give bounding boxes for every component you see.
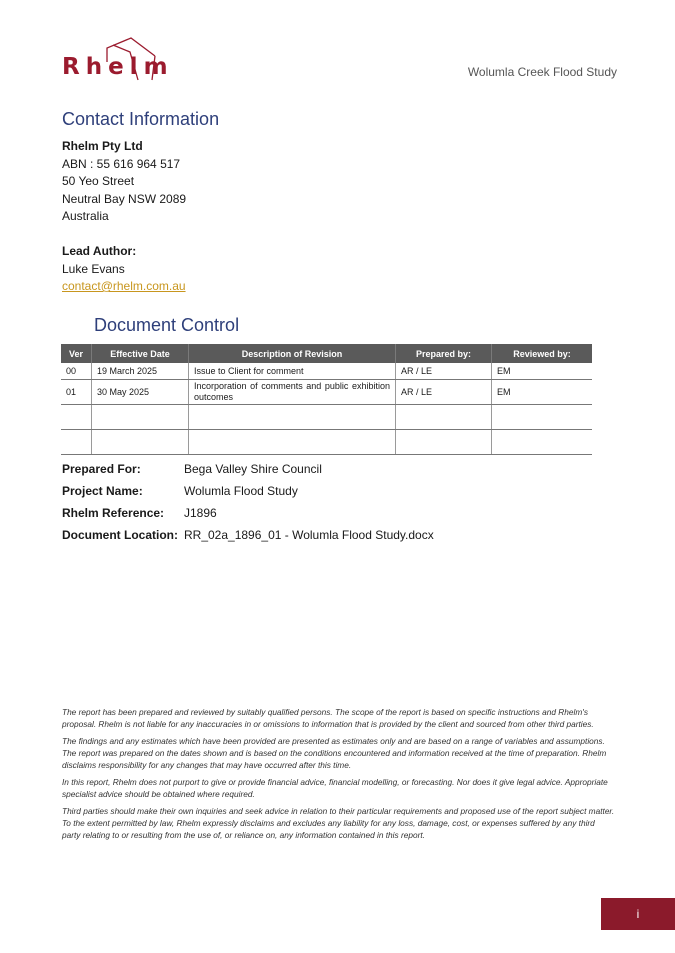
table-header-row — [61, 344, 592, 363]
column-header: Ver — [61, 344, 92, 363]
disclaimer-paragraph: Third parties should make their own inquiries and seek advice in relation to their particular requirements and proposed use of the report subject matter. To the extent permitted by law, Rhelm expressly disclaims and excludes any liability for any loss, damage, cost, or expenses suffered by any third party relating to or resulting from the use of, or reliance on, any information contained in this report. — [62, 806, 615, 840]
address-line: Neutral Bay NSW 2089 — [62, 191, 187, 206]
detail-value: RR_02a_1896_01 - Wolumla Flood Study.docx — [184, 528, 434, 542]
rhelm-logo — [60, 36, 180, 82]
address-line: 50 Yeo Street — [62, 174, 135, 189]
detail-value: J1896 — [184, 506, 217, 520]
column-header: Reviewed by: — [492, 344, 593, 363]
table-cell — [61, 405, 92, 430]
page-number-badge — [601, 898, 675, 930]
disclaimer-paragraph: The findings and any estimates which have been provided are presented as estimates only and are based on a range of variables and assumptions. The report was prepared on the dates shown and is based on the conditions encountered and information received at the time of preparation. Rhelm disclaims responsibility for any changes that may have occurred after this time. — [62, 736, 607, 770]
table-cell: EM — [492, 380, 593, 405]
detail-value: Wolumla Flood Study — [184, 484, 298, 498]
table-cell: AR / LE — [396, 380, 492, 405]
table-cell — [396, 430, 492, 455]
table-row — [61, 430, 592, 455]
table-cell — [492, 405, 593, 430]
column-header: Prepared by: — [396, 344, 492, 363]
logo-wordmark: Rhelm — [62, 54, 174, 80]
revision-table — [61, 344, 592, 455]
detail-row — [62, 484, 434, 506]
table-row — [61, 380, 592, 405]
table-cell — [396, 405, 492, 430]
table-cell: 30 May 2025 — [92, 380, 189, 405]
address-line: Australia — [62, 209, 109, 224]
detail-row — [62, 462, 434, 484]
contact-heading: Contact Information — [62, 109, 220, 129]
table-cell: 00 — [61, 363, 92, 380]
disclaimer — [62, 706, 615, 846]
report-title: Wolumla Creek Flood Study — [467, 65, 617, 79]
detail-row — [62, 506, 434, 528]
detail-label: Project Name: — [62, 484, 143, 498]
disclaimer-paragraph: In this report, Rhelm does not purport to give or provide financial advice, financial modelling, or forecasting. Nor does it give legal advice. Appropriate specialist advice should be obtained where required. — [62, 777, 608, 799]
detail-label: Prepared For: — [62, 462, 141, 476]
table-cell — [61, 430, 92, 455]
table-cell — [189, 430, 396, 455]
column-header: Description of Revision — [189, 344, 396, 363]
table-cell: Issue to Client for comment — [189, 363, 396, 380]
table-cell: Incorporation of comments and public exhibition outcomes — [189, 380, 396, 405]
abn: ABN : 55 616 964 517 — [62, 156, 181, 171]
table-cell — [92, 430, 189, 455]
table-cell: 19 March 2025 — [92, 363, 189, 380]
column-header: Effective Date — [92, 344, 189, 363]
table-cell — [92, 405, 189, 430]
detail-label: Document Location: — [62, 528, 178, 542]
disclaimer-paragraph: The report has been prepared and reviewed by suitably qualified persons. The scope of the report is based on specific instructions and Rhelm's proposal. Rhelm is not liable for any inaccuracies in or omissions to information that is provided by the client and sourced from other third parties. — [62, 707, 594, 729]
contact-block — [62, 138, 186, 296]
table-cell: 01 — [61, 380, 92, 405]
lead-author-name: Luke Evans — [62, 261, 125, 276]
detail-value: Bega Valley Shire Council — [184, 462, 322, 476]
detail-label: Rhelm Reference: — [62, 506, 165, 520]
page-number: i — [636, 907, 640, 921]
table-cell — [189, 405, 396, 430]
table-cell: AR / LE — [396, 363, 492, 380]
contact-email-link[interactable]: contact@rhelm.com.au — [62, 279, 186, 294]
table-row — [61, 405, 592, 430]
table-cell — [492, 430, 593, 455]
detail-row — [62, 528, 434, 550]
lead-author-label: Lead Author: — [62, 243, 137, 258]
project-details — [62, 462, 434, 550]
company-name: Rhelm Pty Ltd — [62, 139, 143, 153]
table-row — [61, 363, 592, 380]
table-cell: EM — [492, 363, 593, 380]
document-control-heading: Document Control — [94, 315, 240, 335]
